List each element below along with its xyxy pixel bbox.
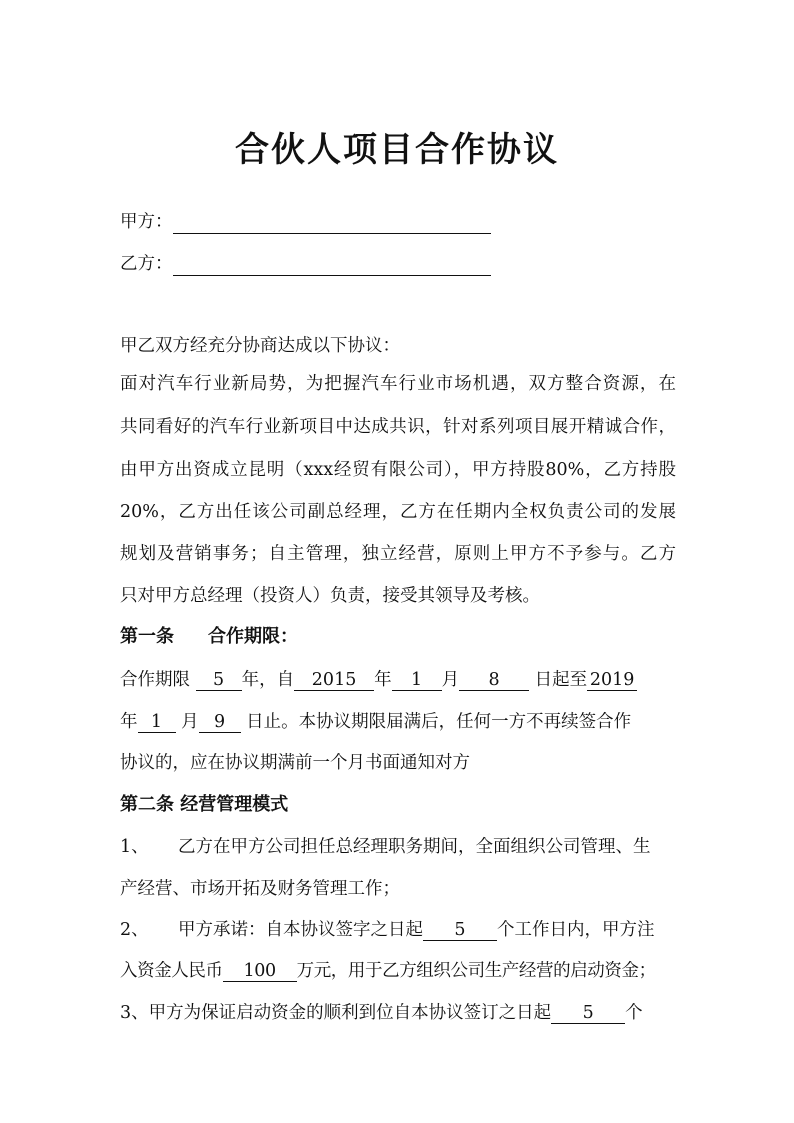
text: 3、甲方为保证启动资金的顺利到位自本协议签订之日起 [120,1003,552,1023]
item2-amount-field[interactable]: 100 [223,961,297,982]
item1-number: 1、 [120,837,149,857]
section1-number: 第一条 [120,626,174,647]
text: 乙方在甲方公司担任总经理职务期间，全面组织公司管理、生 [178,837,651,857]
item1-line: 产经营、市场开拓及财务管理工作； [120,879,400,899]
end-year-field[interactable]: 2019 [587,670,637,691]
text: 甲方承诺：自本协议签字之日起 [178,920,423,940]
preamble-line: 20%，乙方出任该公司副总经理，乙方在任期内全权负责公司的发展 [120,502,676,522]
term-years-field[interactable]: 5 [196,670,242,691]
text: 年 [374,670,392,690]
term-line-2 [120,710,676,734]
preamble-line: 规划及营销事务；自主管理，独立经营，原则上甲方不予参与。乙方 [120,544,676,564]
text: 日止。本协议期限届满后，任何一方不再续签合作 [246,712,632,732]
text: 个 [625,1003,643,1023]
party-a-field[interactable] [173,213,491,234]
party-b-field[interactable] [173,255,491,276]
item2-line [120,918,676,942]
preamble-line: 只对甲方总经理（投资人）负责，接受其领导及考核。 [120,586,540,606]
preamble-line: 面对汽车行业新局势，为把握汽车行业市场机遇，双方整合资源，在 [120,374,676,394]
intro-text: 甲乙双方经充分协商达成以下协议： [120,336,400,356]
end-month-field[interactable]: 1 [138,712,176,733]
text: 日起至 [534,670,588,690]
text: 万元，用于乙方组织公司生产经营的启动资金； [296,961,656,981]
end-day-field[interactable]: 9 [199,712,241,733]
text: 合作期限 [120,670,190,690]
term-line-3: 协议的，应在协议期满前一个月书面通知对方 [120,753,470,773]
text: 入资金人民币 [120,961,223,981]
text: 月 [181,712,199,732]
section1-title: 合作期限： [208,626,298,647]
section2-heading: 第二条 经营管理模式 [120,794,289,815]
text: 月 [441,670,460,690]
item3-days-field[interactable]: 5 [551,1003,625,1024]
start-day-field[interactable]: 8 [459,670,529,691]
party-b-row [120,252,676,276]
preamble-line: 共同看好的汽车行业新项目中达成共识，针对系列项目展开精诚合作， [120,417,676,437]
document-title: 合伙人项目合作协议 [235,130,559,170]
text: 个工作日内，甲方注 [497,920,655,940]
term-line-1 [120,668,676,692]
item2-number: 2、 [120,920,149,940]
section1-heading [120,625,676,649]
start-year-field[interactable]: 2015 [294,670,374,691]
text: 年，自 [241,670,295,690]
item2-line [120,959,676,983]
text: 年 [120,712,138,732]
item3-line [120,1001,676,1025]
party-a-label: 甲方： [120,212,173,232]
item2-days-field[interactable]: 5 [423,920,497,941]
party-b-label: 乙方： [120,254,173,274]
party-a-row [120,210,676,234]
preamble-line: 由甲方出资成立昆明（xxx经贸有限公司），甲方持股80%，乙方持股 [120,460,676,480]
start-month-field[interactable]: 1 [392,670,442,691]
item1-line [120,835,676,859]
